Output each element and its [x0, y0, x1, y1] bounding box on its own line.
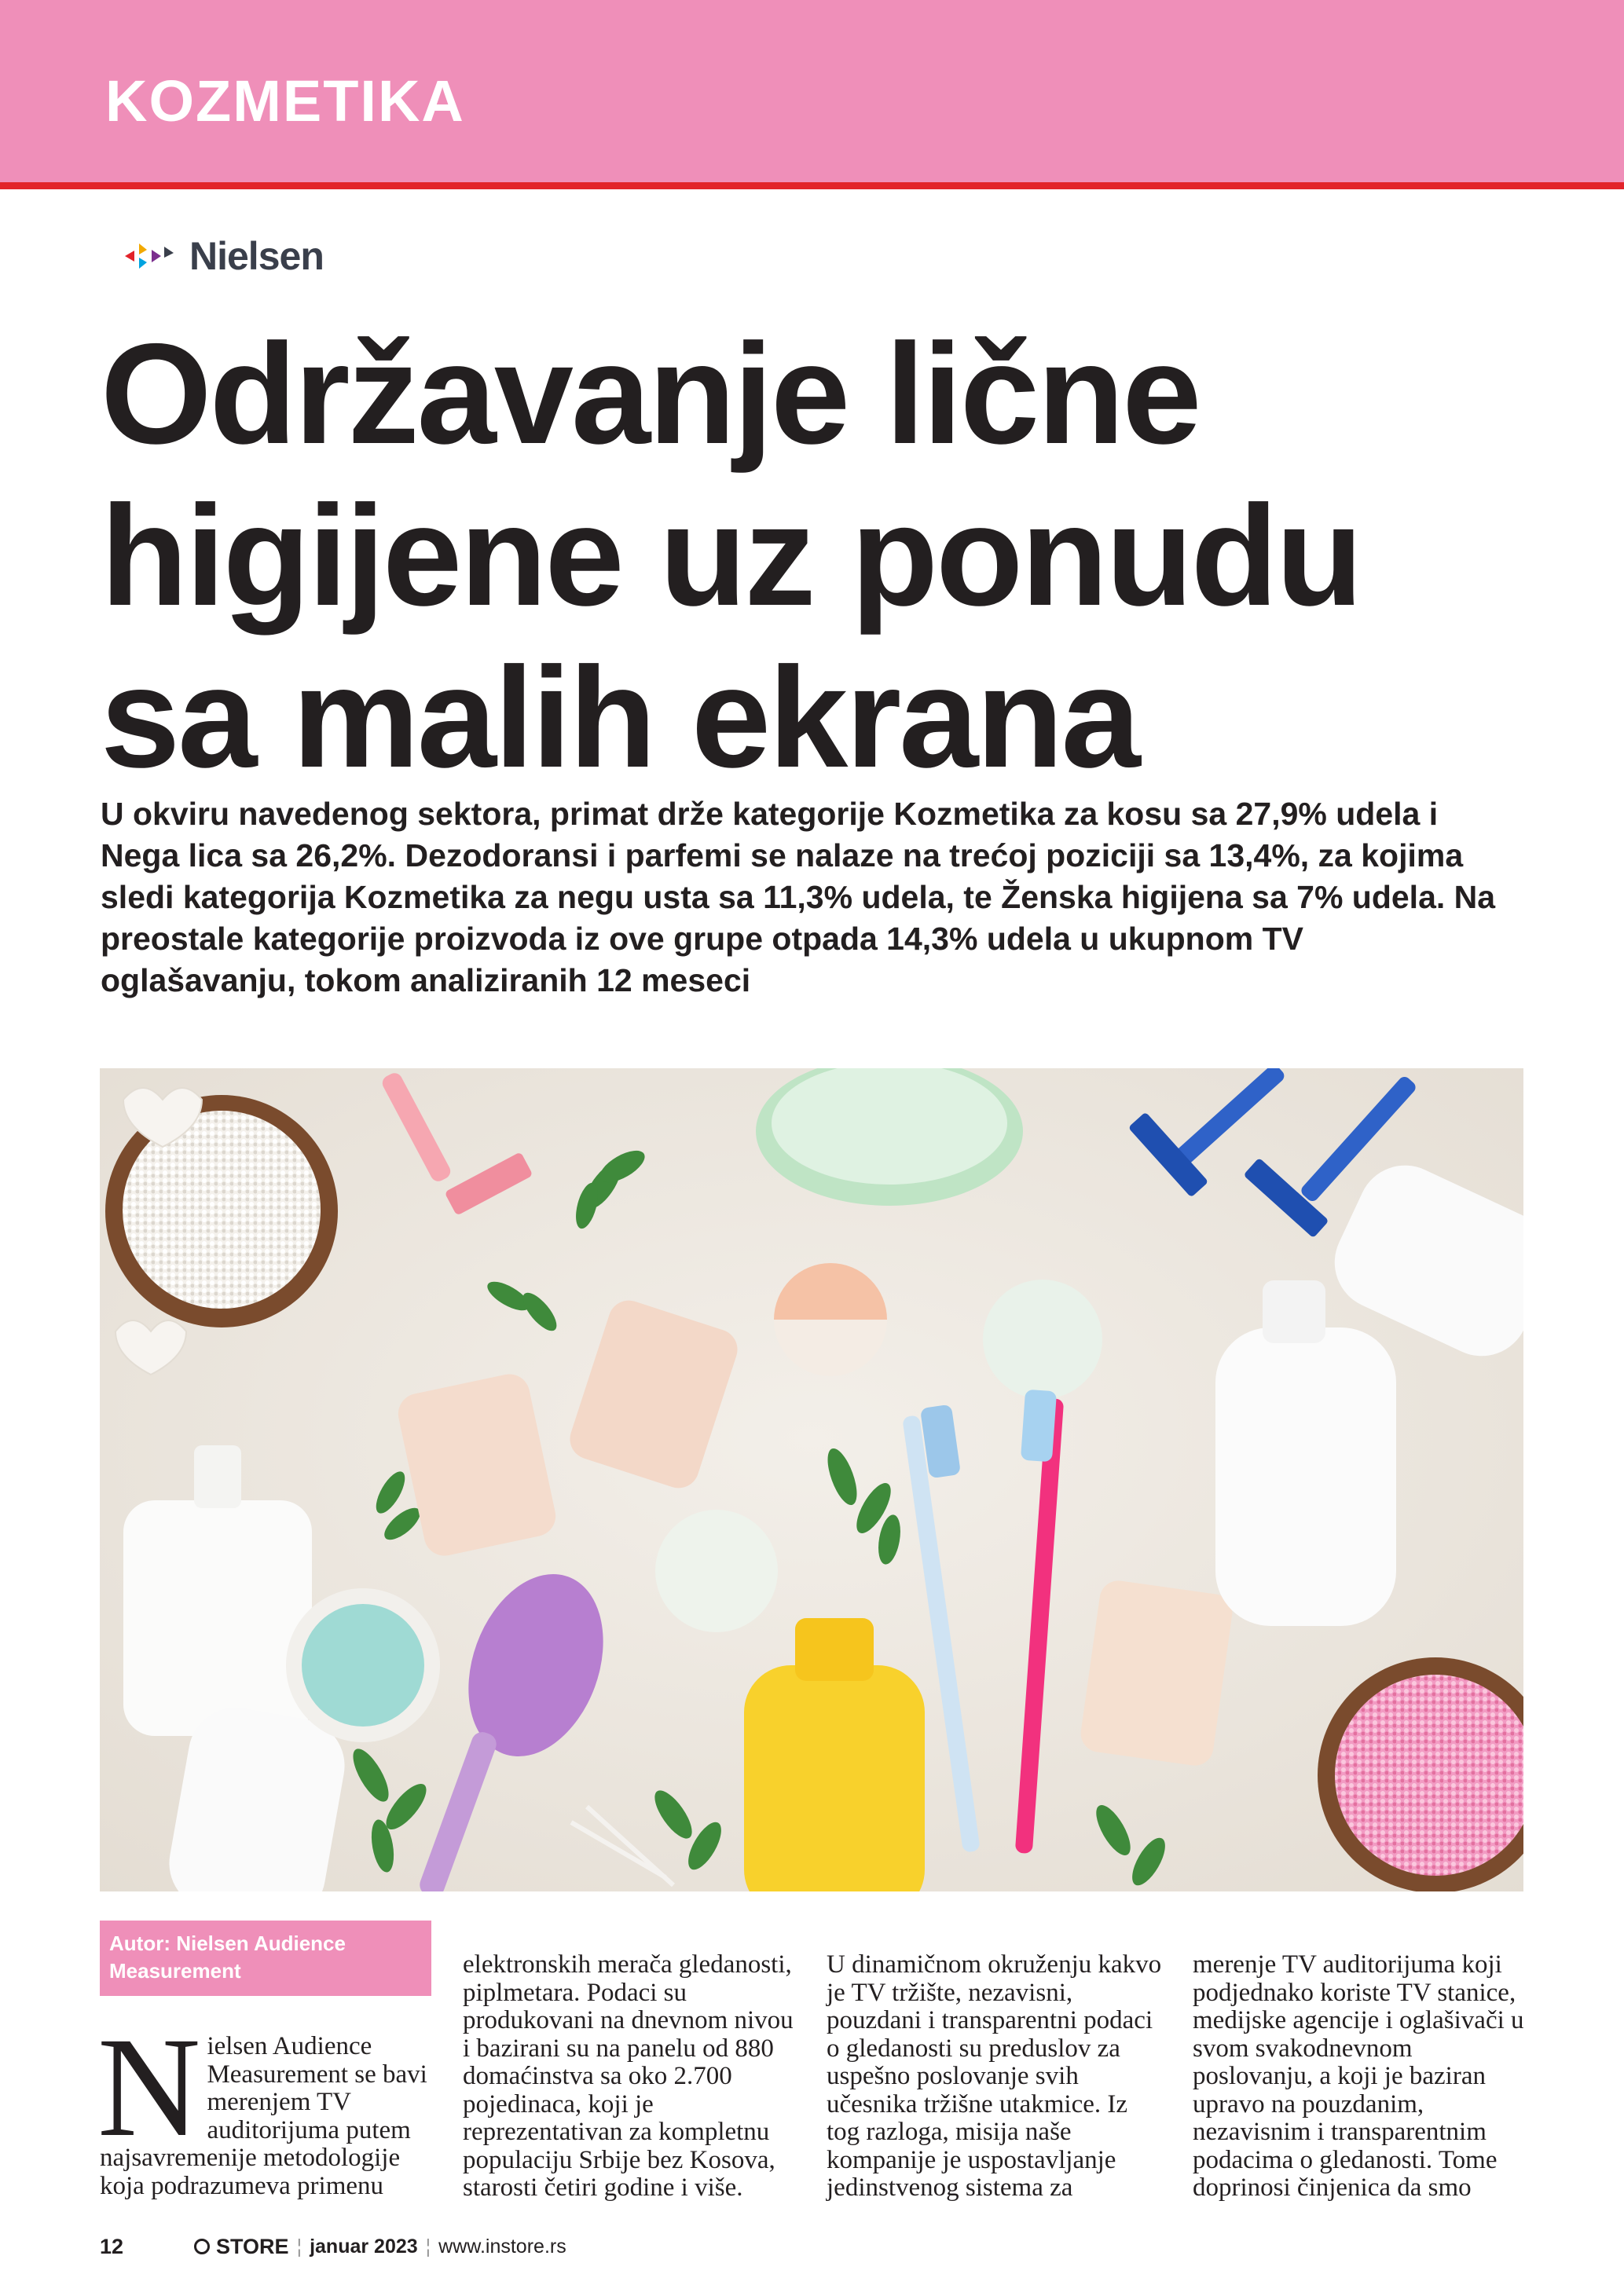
nielsen-logo [123, 233, 324, 280]
headline-line-2: higijene uz ponudu [101, 475, 1361, 635]
author-line-2: Measurement [109, 1959, 241, 1983]
footer-separator: ¦ [425, 2235, 431, 2258]
body-column-4: merenje TV auditorijuma koji podjednako koriste TV stanice, medijske agencije i oglašivači u svom svakodnevnom poslovanju, a koji je baziran upravo na pouzdanim, nezavisnim i transparentnim podacima o gledanosti. Tome doprinosi činjenica da smo [1193, 1950, 1524, 2202]
body-column-2: elektronskih merača gledanosti, piplmetara. Podaci su produkovani na dnevnom nivou i bazirani su na panelu od 880 domaćinstva sa oko 2.700 pojedinaca, koji je reprezentativan za kompletnu populaciju Srbije bez Kosova, starosti četiri godine i više. [463, 1950, 794, 2202]
article-headline [101, 313, 1554, 798]
page-footer [100, 2231, 566, 2262]
section-header-rule [0, 182, 1624, 189]
body-column-3: U dinamičnom okruženju kakvo je TV tržište, nezavisni, pouzdani i transparentni podaci o gledanosti su preduslov za uspešno poslovanje svih učesnika tržišne utakmice. Iz tog razloga, misija naše kompanije je uspostavljanje jedinstvenog sistema za [827, 1950, 1162, 2202]
store-logo [194, 2235, 289, 2259]
store-logo-icon [194, 2239, 210, 2254]
article-lead: U okviru navedenog sektora, primat drže kategorije Kozmetika za kosu sa 27,9% udela i Nega lica sa 26,2%. Dezodoransi i parfemi se nalaze na trećoj poziciji sa 13,4%, za kojima sledi kategorija Kozmetika za negu usta sa 11,3% udela, te Ženska higijena sa 7% udela. Na preostale kategorije proizvoda iz ove grupe otpada 14,3% udela u ukupnom TV oglašavanju, tokom analiziranih 12 meseci [101, 796, 1496, 998]
hygiene-products-photo [100, 1068, 1523, 1891]
section-title: KOZMETIKA [105, 68, 465, 134]
author-line-1: Autor: Nielsen Audience [109, 1932, 346, 1955]
footer-url[interactable]: www.instore.rs [438, 2235, 566, 2258]
headline-line-3: sa malih ekrana [101, 637, 1138, 797]
body-column-1 [97, 2009, 430, 2200]
author-box [100, 1921, 431, 1996]
drop-cap: N [97, 2009, 201, 2166]
body-column-1-text: ielsen Audience Measurement se bavi merenjem TV auditorijuma putem najsavremenije metodologije koja podrazumeva primenu [100, 2032, 427, 2200]
issue-date: januar 2023 [310, 2235, 418, 2258]
nielsen-logo-icon [123, 240, 180, 272]
footer-separator: ¦ [296, 2235, 302, 2258]
nielsen-logo-text: Nielsen [189, 234, 324, 278]
headline-line-1: Održavanje lične [101, 313, 1200, 474]
store-brand: STORE [216, 2234, 289, 2258]
page-number: 12 [100, 2234, 124, 2258]
